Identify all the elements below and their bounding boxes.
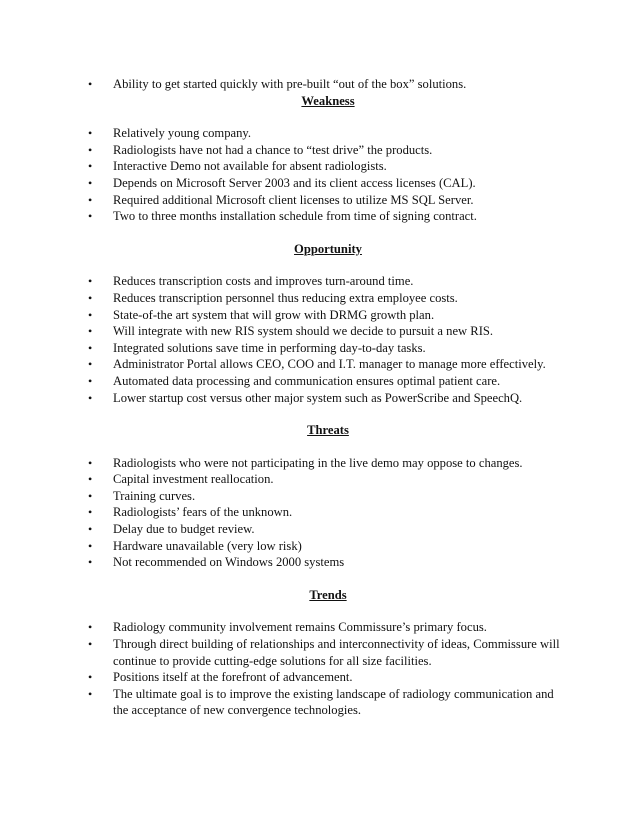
list-item-text: Two to three months installation schedule from time of signing contract. (113, 209, 477, 224)
bullet-icon: • (88, 637, 93, 652)
list-item (88, 504, 568, 521)
list-item-text: Required additional Microsoft client licenses to utilize MS SQL Server. (113, 192, 474, 207)
bullet-icon: • (88, 324, 93, 339)
list-item-text: Depends on Microsoft Server 2003 and its client access licenses (CAL). (113, 175, 476, 190)
list-item (88, 175, 568, 192)
section-heading-threats: Threats (307, 423, 349, 438)
list-item (88, 686, 568, 719)
list-item (88, 158, 568, 175)
document-content (88, 76, 568, 719)
list-item-text: Automated data processing and communication ensures optimal patient care. (113, 373, 501, 388)
bullet-icon: • (88, 472, 93, 487)
list-item-text: Radiologists’ fears of the unknown. (113, 505, 293, 520)
list-item-text: Reduces transcription personnel thus reducing extra employee costs. (113, 290, 458, 305)
bullet-icon: • (88, 159, 93, 174)
bullet-icon: • (88, 77, 93, 91)
list-item-text: Capital investment reallocation. (113, 472, 274, 487)
list-item (88, 273, 568, 290)
bullet-icon: • (88, 670, 93, 685)
bullet-icon: • (88, 373, 93, 388)
list-item (88, 192, 568, 209)
list-item-text: Integrated solutions save time in performing day-to-day tasks. (113, 340, 426, 355)
list-item-text: Relatively young company. (113, 126, 252, 141)
bullet-icon: • (88, 555, 93, 570)
list-item (88, 290, 568, 307)
list-item (88, 538, 568, 555)
list-item (88, 390, 568, 407)
list-item-text: Reduces transcription costs and improves turn-around time. (113, 274, 414, 289)
list-item (88, 554, 568, 571)
section-heading-weakness: Weakness (301, 93, 355, 108)
list-item (88, 669, 568, 686)
section-heading-trends: Trends (309, 587, 347, 602)
list-item (88, 619, 568, 636)
list-item-text: Will integrate with new RIS system should we decide to pursuit a new RIS. (113, 324, 494, 339)
weakness-list (88, 125, 568, 225)
bullet-icon: • (88, 505, 93, 520)
list-item-text: Administrator Portal allows CEO, COO and I.T. manager to manage more effectively. (113, 357, 546, 372)
bullet-icon: • (88, 455, 93, 470)
list-item (88, 521, 568, 538)
bullet-icon: • (88, 192, 93, 207)
list-item (88, 455, 568, 472)
list-item (88, 125, 568, 142)
bullet-icon: • (88, 307, 93, 322)
threats-list (88, 455, 568, 571)
list-item (88, 76, 568, 93)
list-item-text: Interactive Demo not available for absent radiologists. (113, 159, 387, 174)
list-item-text: Radiologists who were not participating in the live demo may oppose to changes. (113, 455, 523, 470)
bullet-icon: • (88, 142, 93, 157)
list-item (88, 340, 568, 357)
bullet-icon: • (88, 488, 93, 503)
list-item (88, 373, 568, 390)
list-item (88, 142, 568, 159)
bullet-icon: • (88, 290, 93, 305)
bullet-icon: • (88, 686, 93, 701)
bullet-icon: • (88, 175, 93, 190)
list-item-text: Through direct building of relationships and interconnectivity of ideas, Commissure will continue to provide cutting-edge solutions for all size facilities. (113, 637, 560, 668)
trends-list (88, 619, 568, 719)
list-item-text: Hardware unavailable (very low risk) (113, 538, 302, 553)
bullet-icon: • (88, 522, 93, 537)
list-item-text: Not recommended on Windows 2000 systems (113, 555, 345, 570)
list-item (88, 356, 568, 373)
list-item-text: Training curves. (113, 488, 196, 503)
bullet-icon: • (88, 209, 93, 224)
list-item (88, 488, 568, 505)
opportunity-list (88, 273, 568, 406)
bullet-icon: • (88, 620, 93, 635)
bullet-icon: • (88, 126, 93, 141)
bullet-icon: • (88, 390, 93, 405)
bullet-icon: • (88, 340, 93, 355)
list-item-text: State-of-the art system that will grow with DRMG growth plan. (113, 307, 435, 322)
list-item-text: Ability to get started quickly with pre-built “out of the box” solutions. (113, 77, 467, 91)
list-item-text: Radiologists have not had a chance to “test drive” the products. (113, 142, 433, 157)
list-item (88, 471, 568, 488)
section-heading-opportunity: Opportunity (294, 241, 362, 256)
list-item-text: The ultimate goal is to improve the existing landscape of radiology communication and the acceptance of new convergence technologies. (113, 686, 554, 718)
list-item-text: Radiology community involvement remains Commissure’s primary focus. (113, 620, 487, 635)
bullet-icon: • (88, 274, 93, 289)
list-item-text: Delay due to budget review. (113, 522, 255, 537)
list-item (88, 636, 568, 669)
bullet-icon: • (88, 538, 93, 553)
intro-list (88, 76, 568, 93)
bullet-icon: • (88, 357, 93, 372)
list-item-text: Positions itself at the forefront of advancement. (113, 670, 353, 685)
list-item (88, 323, 568, 340)
list-item (88, 307, 568, 324)
list-item-text: Lower startup cost versus other major system such as PowerScribe and SpeechQ. (113, 390, 523, 405)
list-item (88, 208, 568, 225)
